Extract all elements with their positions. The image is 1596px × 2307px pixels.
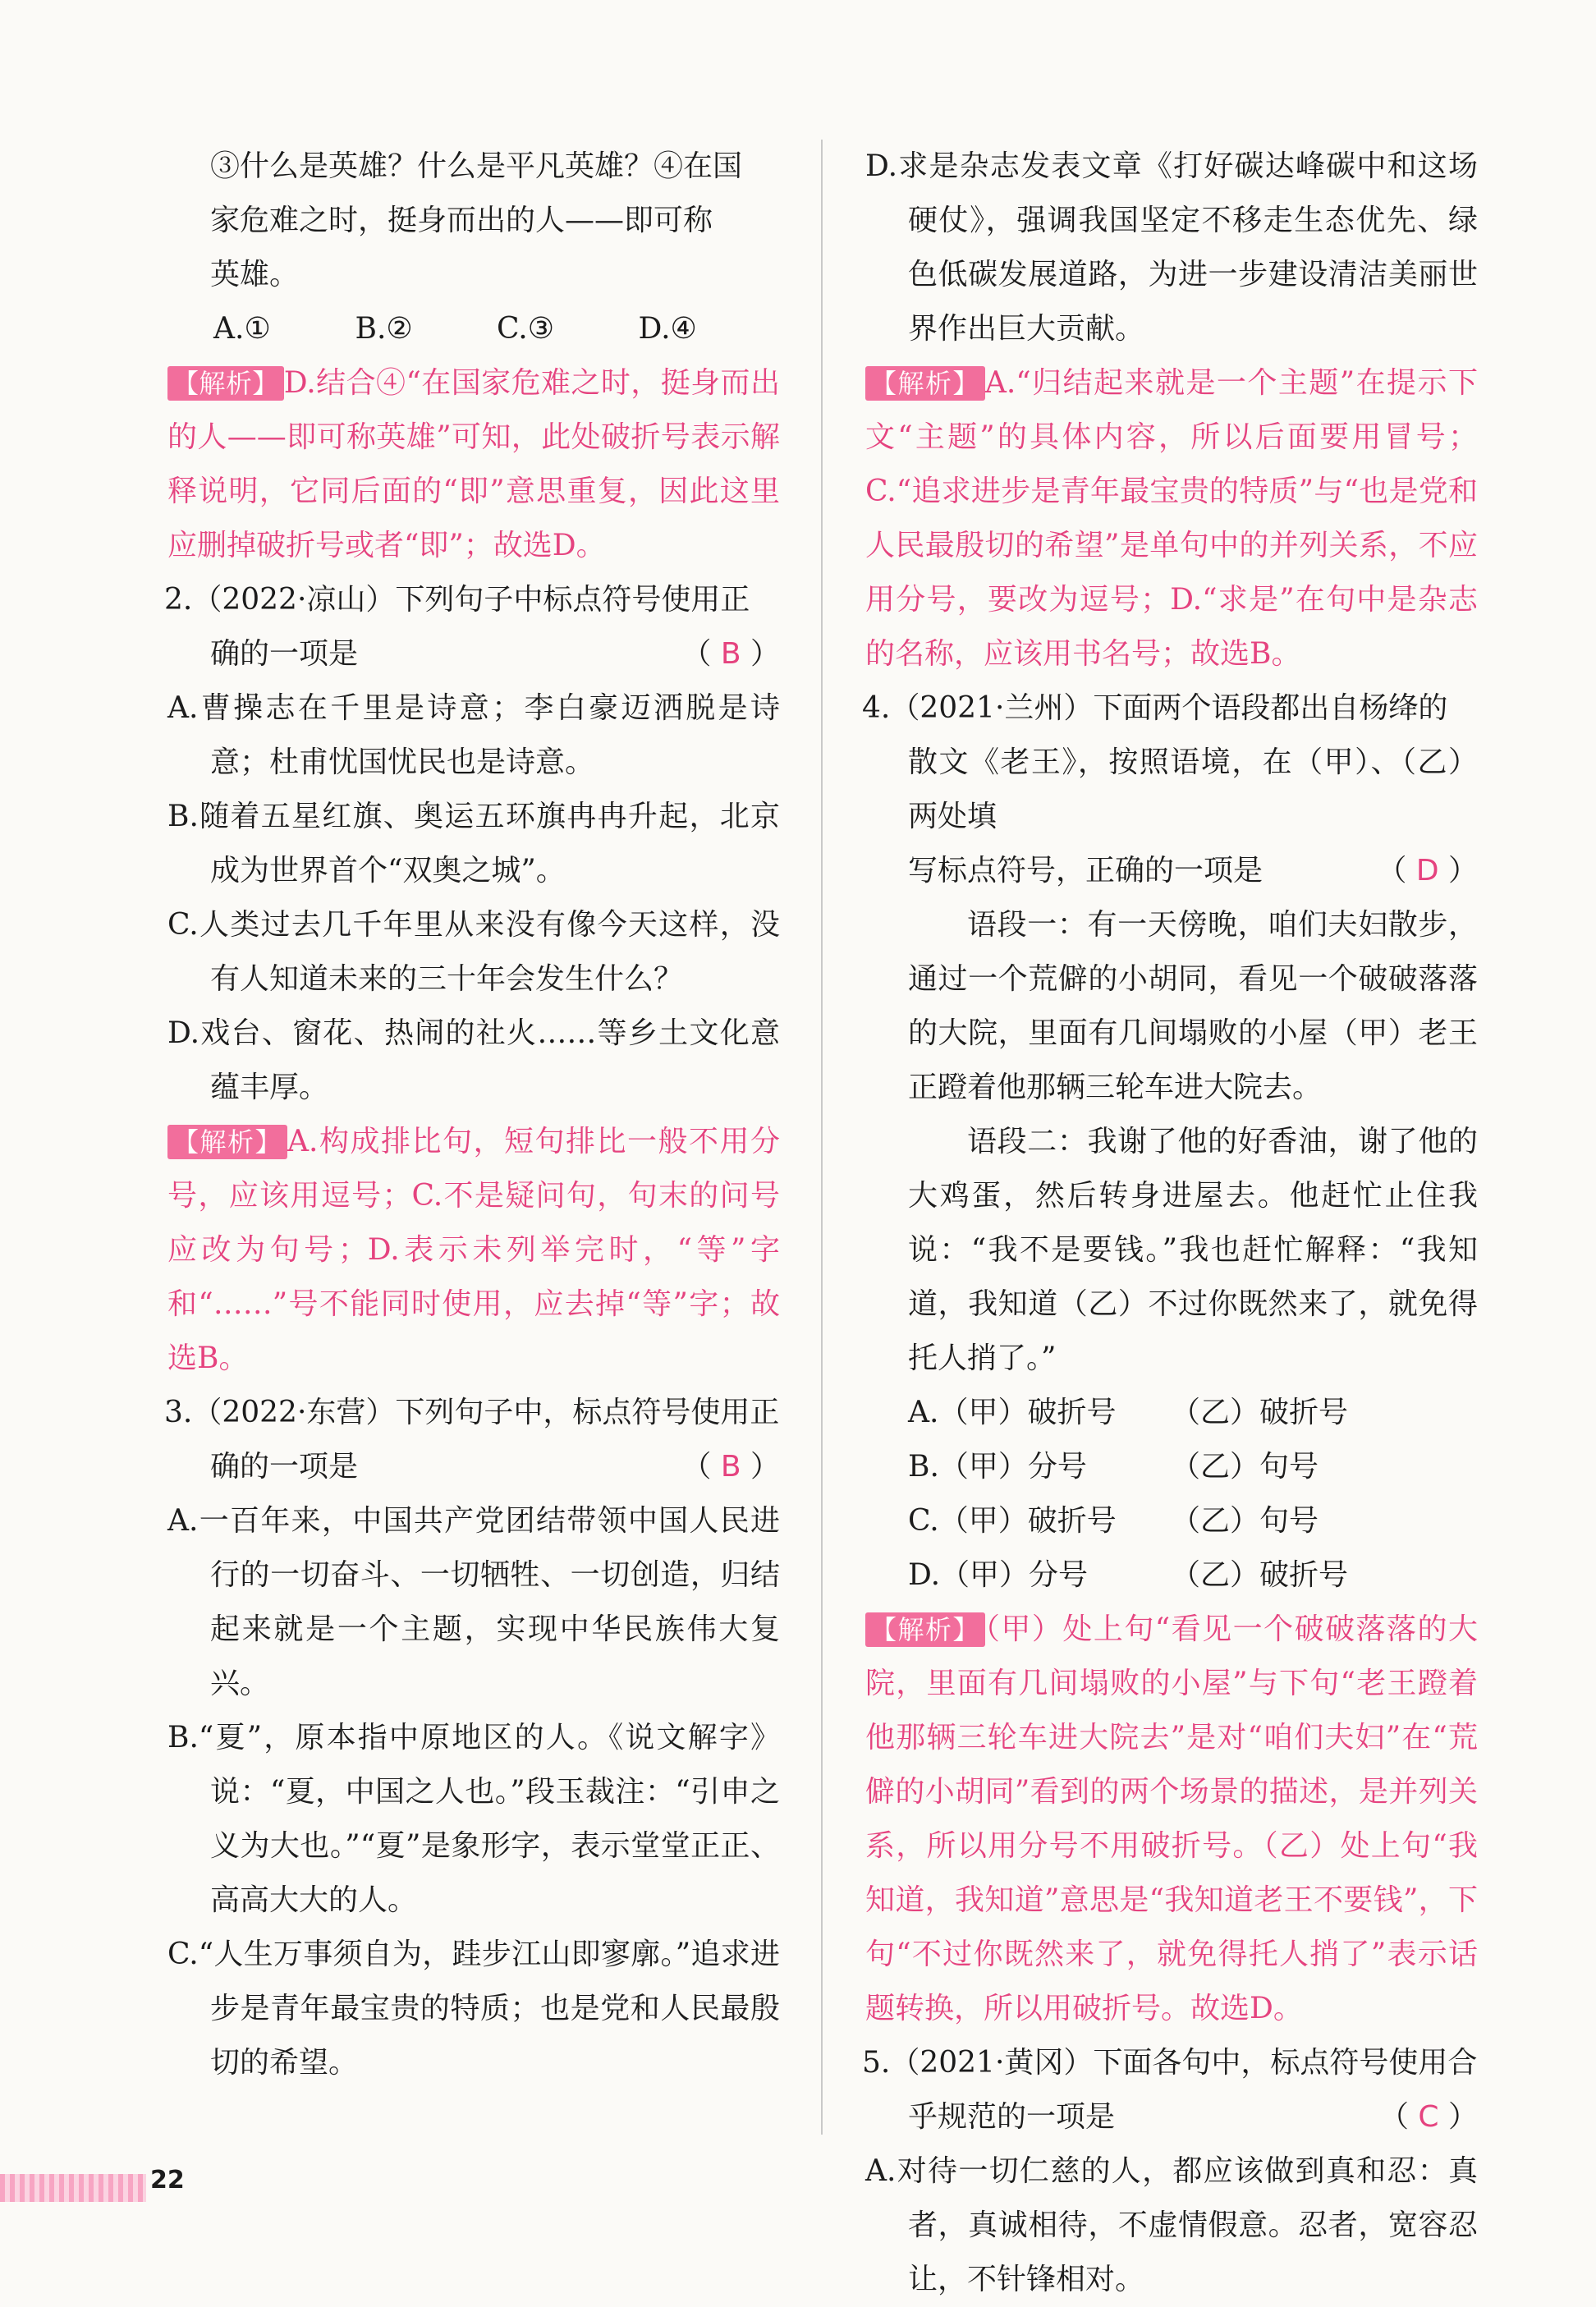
question-4-stem-line-3 bbox=[862, 844, 1478, 898]
q4-option-a bbox=[862, 1386, 1478, 1440]
page-number: 22 bbox=[150, 2166, 185, 2195]
q2-answer: B bbox=[720, 637, 741, 671]
q4-passage-2: 语段二：我谢了他的好香油，谢了他的大鸡蛋，然后转身进屋去。他赶忙止住我说：“我不是要钱。”我也赶忙解释：“我知道，我知道（乙）不过你既然来了，就免得托人捎了。” bbox=[908, 1125, 1478, 1375]
q4-answer: D bbox=[1415, 854, 1439, 887]
question-2-analysis bbox=[164, 1115, 780, 1386]
q4-option-b-first: B.（甲）分号 bbox=[908, 1450, 1087, 1484]
analysis-text: D.结合④“在国家危难之时，挺身而出的人——即可称英雄”可知，此处破折号表示解释说明，它同后面的“即”意思重复，因此这里应删掉破折号或者“即”；故选D。 bbox=[167, 366, 780, 562]
q1-option-a: A.① bbox=[213, 312, 271, 346]
q2-answer-box: （ B ） bbox=[681, 637, 780, 671]
q3-option-b: B.“夏”，原本指中原地区的人。《说文解字》说：“夏，中国之人也。”段玉裁注：“引申之义为大也。”“夏”是象形字，表示堂堂正正、高高大大的人。 bbox=[167, 1721, 780, 1917]
question-3-stem bbox=[164, 1386, 780, 1440]
left-column bbox=[164, 140, 780, 2090]
question-3-analysis bbox=[862, 356, 1478, 681]
q4-option-a-first: A.（甲）破折号 bbox=[908, 1396, 1117, 1429]
q3-answer-box: （ B ） bbox=[681, 1450, 780, 1484]
footer-decoration-bar bbox=[0, 2174, 146, 2202]
q3-stem-line-1: 3.（2022·东营）下列句子中，标点符号使用正 bbox=[164, 1396, 780, 1429]
q2-stem-line-1: 2.（2022·凉山）下列句子中标点符号使用正 bbox=[164, 583, 750, 617]
q2-stem-text: 确的一项是 bbox=[210, 637, 359, 671]
q4-option-b-second: （乙）句号 bbox=[1171, 1450, 1319, 1484]
analysis-text: A.“归结起来就是一个主题”在提示下文“主题”的具体内容，所以后面要用冒号；C.“追求进步是青年最宝贵的特质”与“也是党和人民最殷切的希望”是单句中的并列关系，不应用分号，要改为逗号；D.“求是”在句中是杂志的名称，应该用书名号；故选B。 bbox=[865, 366, 1478, 671]
q2-option-c: C.人类过去几千年里从来没有像今天这样，没有人知道未来的三十年会发生什么？ bbox=[167, 908, 780, 996]
q1-option-c: C.③ bbox=[497, 312, 554, 346]
question-2-stem-line-2 bbox=[164, 627, 780, 681]
q4-option-c-first: C.（甲）破折号 bbox=[908, 1504, 1117, 1538]
q1-option-d: D.④ bbox=[638, 312, 697, 346]
question-1-tail-line-3: 英雄。 bbox=[210, 258, 300, 291]
right-column bbox=[862, 140, 1478, 2307]
question-5-stem-line-1: 5.（2021·黄冈）下面各句中，标点符号使用合 bbox=[862, 2046, 1478, 2080]
q3-option-a: A.一百年来，中国共产党团结带领中国人民进行的一切奋斗、一切牺牲、一切创造，归结起来就是一个主题，实现中华民族伟大复兴。 bbox=[167, 1504, 780, 1700]
q4-option-d-second: （乙）破折号 bbox=[1171, 1558, 1349, 1592]
analysis-text: （甲）处上句“看见一个破破落落的大院，里面有几间塌败的小屋”与下句“老王蹬着他那辆三轮车进大院去”是对“咱们夫妇”在“荒僻的小胡同”看到的两个场景的描述，是并列关系，所以用分号不用破折号。（乙）处上句“我知道，我知道”意思是“我知道老王不要钱”，下句“不过你既然来了，就免得托人捎了”表示话题转换，所以用破折号。故选D。 bbox=[865, 1612, 1478, 2025]
q3-option-c: C.“人生万事须自为，跬步江山即寥廓。”追求进步是青年最宝贵的特质；也是党和人民最殷切的希望。 bbox=[167, 1938, 780, 2080]
question-4-analysis bbox=[862, 1603, 1478, 2036]
q5-answer: C bbox=[1418, 2100, 1439, 2134]
q1-option-b: B.② bbox=[355, 312, 413, 346]
q2-option-b: B.随着五星红旗、奥运五环旗冉冉升起，北京成为世界首个“双奥之城”。 bbox=[167, 800, 780, 887]
q4-passage-1: 语段一：有一天傍晚，咱们夫妇散步，通过一个荒僻的小胡同，看见一个破破落落的大院，里面有几间塌败的小屋（甲）老王正蹬着他那辆三轮车进大院去。 bbox=[908, 908, 1478, 1104]
question-3-stem-line-2 bbox=[164, 1440, 780, 1494]
question-2-stem bbox=[164, 573, 780, 627]
question-4-stem-line-2: 散文《老王》，按照语境，在（甲）、（乙）两处填 bbox=[908, 745, 1478, 833]
q2-option-d: D.戏台、窗花、热闹的社火……等乡土文化意蕴丰厚。 bbox=[167, 1016, 780, 1104]
q4-option-c bbox=[862, 1494, 1478, 1548]
q5-option-a: A.对待一切仁慈的人，都应该做到真和忍：真者，真诚相待，不虚情假意。忍者，宽容忍让，不针锋相对。 bbox=[865, 2154, 1478, 2296]
question-1-tail-line-2: 家危难之时，挺身而出的人——即可称 bbox=[210, 204, 713, 237]
analysis-tag: 【解析】 bbox=[865, 1612, 985, 1647]
q5-answer-box: （ C ） bbox=[1378, 2100, 1478, 2134]
question-5-stem-line-2 bbox=[862, 2090, 1478, 2144]
analysis-text: A.构成排比句，短句排比一般不用分号，应该用逗号；C.不是疑问句，句末的问号应改为句号；D.表示未列举完时，“等”字和“……”号不能同时使用，应去掉“等”字；故选B。 bbox=[167, 1125, 780, 1375]
q4-option-a-second: （乙）破折号 bbox=[1171, 1396, 1349, 1429]
q4-option-d-first: D.（甲）分号 bbox=[908, 1558, 1089, 1592]
q4-option-b bbox=[862, 1440, 1478, 1494]
q3-answer: B bbox=[720, 1450, 741, 1484]
q3-stem-text: 确的一项是 bbox=[210, 1450, 359, 1484]
q3-option-d: D.求是杂志发表文章《打好碳达峰碳中和这场硬仗》，强调我国坚定不移走生态优先、绿色低碳发展道路，为进一步建设清洁美丽世界作出巨大贡献。 bbox=[865, 149, 1478, 346]
q4-answer-box: （ D ） bbox=[1377, 854, 1478, 887]
q4-option-d bbox=[862, 1548, 1478, 1603]
q4-option-c-second: （乙）句号 bbox=[1171, 1504, 1319, 1538]
q5-stem-text: 乎规范的一项是 bbox=[908, 2100, 1116, 2134]
question-1-analysis bbox=[164, 356, 780, 573]
q2-option-a: A.曹操志在千里是诗意；李白豪迈洒脱是诗意；杜甫忧国忧民也是诗意。 bbox=[167, 691, 780, 779]
question-1-options bbox=[164, 302, 780, 356]
question-1-tail-line-1: ③什么是英雄？什么是平凡英雄？④在国 bbox=[210, 149, 743, 183]
analysis-tag: 【解析】 bbox=[167, 366, 284, 401]
q4-stem-text: 写标点符号，正确的一项是 bbox=[908, 854, 1264, 887]
analysis-tag: 【解析】 bbox=[865, 366, 985, 401]
question-4-stem-line-1: 4.（2021·兰州）下面两个语段都出自杨绛的 bbox=[862, 691, 1448, 725]
column-divider bbox=[821, 140, 823, 2135]
analysis-tag: 【解析】 bbox=[167, 1125, 287, 1159]
